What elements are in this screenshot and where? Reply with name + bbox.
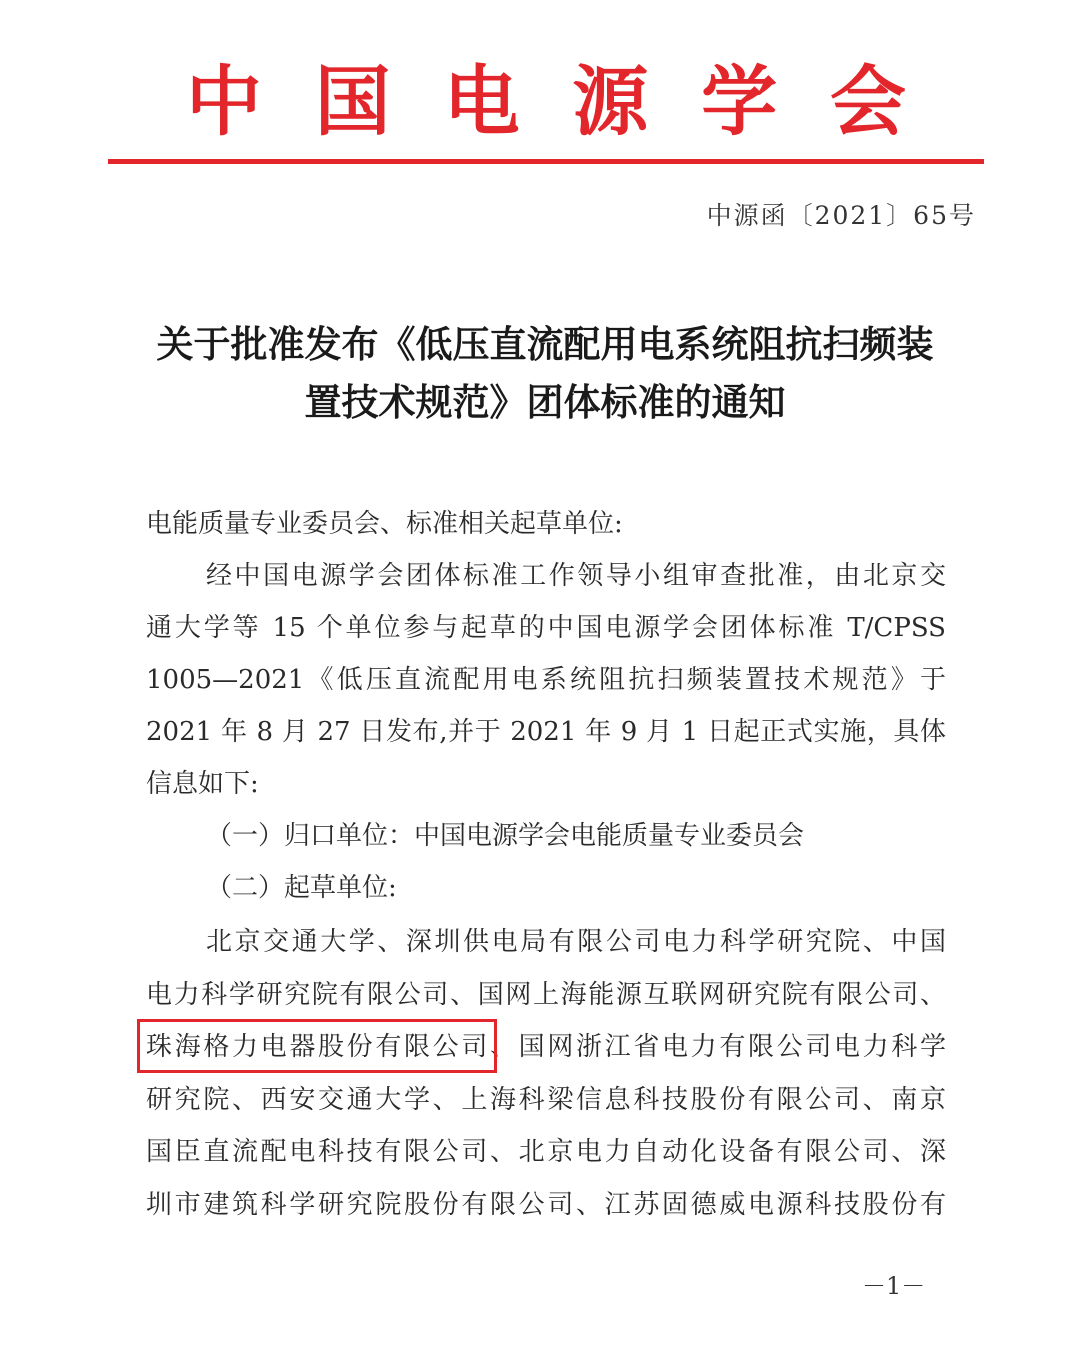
unit-line: 北京交通大学、深圳供电局有限公司电力科学研究院、中国 [206,927,946,957]
page-number: －1－ [862,1272,926,1300]
unit-line: 研究院、西安交通大学、上海科梁信息科技股份有限公司、南京 [146,1085,946,1115]
masthead-char: 国 [314,57,391,146]
paragraph-line: 信息如下: [146,769,259,799]
title-line: 关于批准发布《低压直流配用电系统阻抗扫频装 [156,323,934,366]
list-item-responsible-unit: （一）归口单位：中国电源学会电能质量专业委员会 [206,821,805,851]
paragraph-line: 通大学等 15 个单位参与起草的中国电源学会团体标准 T/CPSS [146,613,946,643]
masthead-char: 中 [186,57,262,146]
title-line: 置技术规范》团体标准的通知 [304,381,786,424]
unit-line: 电力科学研究院有限公司、国网上海能源互联网研究院有限公司、 [146,980,946,1010]
masthead-divider [108,159,984,164]
paragraph-line: 经中国电源学会团体标准工作领导小组审查批准，由北京交 [206,561,946,591]
masthead-char: 学 [701,57,778,146]
masthead-char: 源 [572,57,649,146]
highlight-box [137,1019,497,1073]
unit-line: 国臣直流配电科技有限公司、北京电力自动化设备有限公司、深 [146,1137,946,1167]
org-masthead [108,52,984,152]
masthead-char: 会 [829,57,906,146]
unit-line: 珠海格力电器股份有限公司、国网浙江省电力有限公司电力科学 [146,1032,946,1062]
masthead-char: 电 [443,57,520,146]
paragraph-line: 1005—2021《低压直流配用电系统阻抗扫频装置技术规范》于 [146,665,946,695]
addressee: 电能质量专业委员会、标准相关起草单位: [146,509,623,539]
unit-line: 圳市建筑科学研究院股份有限公司、江苏固德威电源科技股份有 [146,1190,946,1220]
document-title [100,316,990,432]
document-number: 中源函〔2021〕65号 [706,201,976,230]
list-item-drafting-units: （二）起草单位: [206,873,397,903]
paragraph-line: 2021 年 8 月 27 日发布,并于 2021 年 9 月 1 日起正式实施，具体 [146,717,946,747]
